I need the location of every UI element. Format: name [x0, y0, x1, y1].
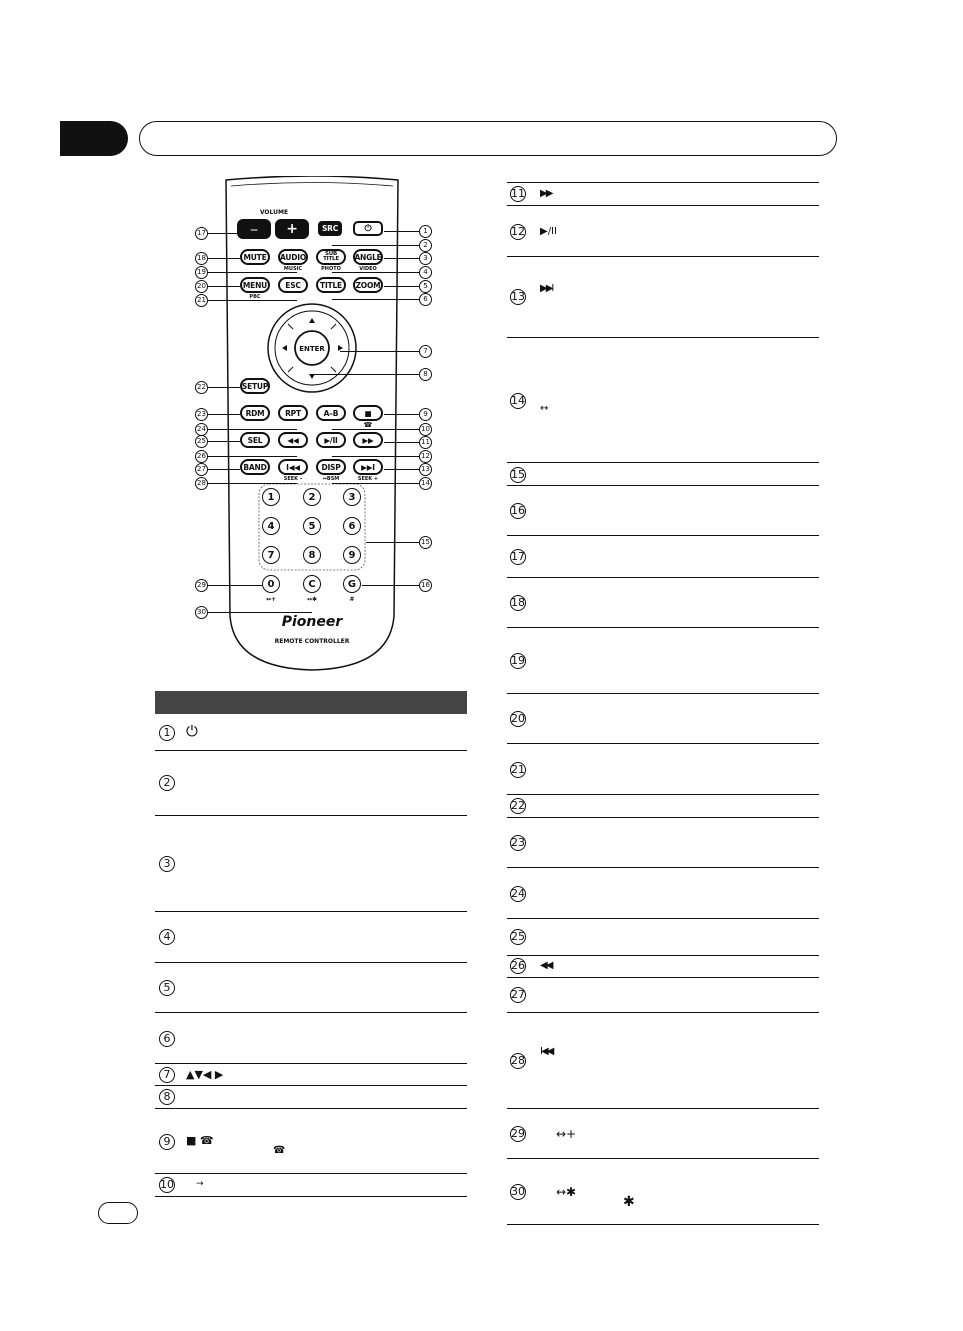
seek-minus-sublabel: SEEK – [283, 476, 303, 482]
rewind-button[interactable]: ◀◀ [278, 432, 308, 448]
leader-line [206, 258, 240, 259]
sel-button[interactable]: SEL [240, 432, 270, 448]
callout-29: 29 [195, 579, 208, 592]
stop-button[interactable]: ■ [353, 405, 383, 421]
rpt-button[interactable]: RPT [278, 405, 308, 421]
leader-line [362, 585, 419, 586]
callout-9: 9 [419, 408, 432, 421]
power-icon: ⏻ [186, 722, 198, 740]
leader-line [384, 442, 419, 443]
leader-line [206, 483, 297, 484]
previous-track-button[interactable]: I◀◀ [278, 459, 308, 475]
row-divider [507, 817, 819, 818]
audio-button[interactable]: AUDIO [278, 249, 308, 265]
left-row-number: 5 [159, 980, 175, 996]
c-sublabel: ↔✱ [306, 596, 318, 603]
callout-4: 4 [419, 266, 432, 279]
setup-button[interactable]: SETUP [240, 378, 270, 394]
right-row-number: 14 [511, 394, 525, 407]
page-number-tab [98, 1202, 138, 1224]
photo-sublabel: PHOTO [321, 266, 341, 272]
leader-line [206, 429, 297, 430]
callout-18: 18 [195, 252, 208, 265]
leader-line [332, 429, 419, 430]
right-row-number: 27 [511, 988, 525, 1001]
leader-line [206, 233, 237, 234]
right-row-number: 30 [511, 1185, 525, 1198]
right-row-number: 16 [511, 504, 525, 517]
row-divider [507, 743, 819, 744]
left-row-number: 10 [160, 1178, 174, 1191]
keypad-9[interactable]: 9 [343, 546, 361, 564]
keypad-2[interactable]: 2 [303, 488, 321, 506]
row-divider [507, 977, 819, 978]
row-divider [507, 693, 819, 694]
leader-line [312, 374, 419, 375]
keypad-g[interactable]: G [343, 575, 361, 593]
row-divider [507, 867, 819, 868]
menu-button[interactable]: MENU [240, 277, 270, 293]
keypad-7[interactable]: 7 [262, 546, 280, 564]
pbc-sublabel: PBC [249, 294, 261, 300]
volume-label: VOLUME [259, 209, 289, 216]
leader-line [206, 300, 297, 301]
leader-line [206, 414, 240, 415]
row-divider [507, 627, 819, 628]
remote-control-illustration [222, 176, 402, 671]
callout-30: 30 [195, 606, 208, 619]
row-divider [155, 750, 467, 751]
callout-26: 26 [195, 450, 208, 463]
leader-line [332, 299, 419, 300]
leader-line [206, 585, 262, 586]
right-row-number: 20 [511, 712, 525, 725]
callout-2: 2 [419, 239, 432, 252]
leader-line [206, 286, 240, 287]
rdm-button[interactable]: RDM [240, 405, 270, 421]
right-row-number: 21 [511, 763, 525, 776]
volume-down-button[interactable]: — [237, 219, 271, 239]
row-divider [507, 577, 819, 578]
row-divider [507, 485, 819, 486]
callout-12: 12 [419, 450, 432, 463]
right-row-number: 11 [511, 187, 525, 200]
ab-button[interactable]: A–B [316, 405, 346, 421]
leader-line [206, 387, 240, 388]
g-sublabel: # [349, 596, 355, 603]
right-row-number: 26 [511, 959, 525, 972]
callout-20: 20 [195, 280, 208, 293]
row-divider [155, 1108, 467, 1109]
phone-sublabel: ☎ [363, 421, 373, 429]
row-divider [155, 1063, 467, 1064]
band-button[interactable]: BAND [240, 459, 270, 475]
callout-11: 11 [419, 436, 432, 449]
callout-17: 17 [195, 227, 208, 240]
callout-19: 19 [195, 266, 208, 279]
arrow-right-icon: → [196, 1179, 204, 1189]
row-divider [507, 182, 819, 183]
remote-controller-label: REMOTE CONTROLLER [274, 638, 350, 645]
leader-line [206, 456, 297, 457]
leader-line [206, 612, 312, 613]
power-button[interactable]: ⏻ [353, 221, 383, 236]
keypad-0[interactable]: 0 [262, 575, 280, 593]
swap-plus-icon: ↔+ [556, 1127, 577, 1141]
right-row-number: 19 [511, 654, 525, 667]
row-divider [507, 256, 819, 257]
row-divider [507, 337, 819, 338]
asterisk-icon: ✱ [623, 1194, 635, 1210]
play-pause-icon: ▶/II [540, 226, 557, 237]
callout-14: 14 [419, 477, 432, 490]
fast-forward-button[interactable]: ▶▶ [353, 432, 383, 448]
right-row-number: 18 [511, 596, 525, 609]
row-divider [507, 535, 819, 536]
callout-23: 23 [195, 408, 208, 421]
callout-5: 5 [419, 280, 432, 293]
right-row-number: 13 [511, 290, 525, 303]
row-divider [155, 1012, 467, 1013]
right-row-number: 23 [511, 836, 525, 849]
callout-1: 1 [419, 225, 432, 238]
right-row-number: 28 [511, 1054, 525, 1067]
callout-22: 22 [195, 381, 208, 394]
enter-button-label[interactable]: ENTER [299, 345, 325, 353]
subtitle-button[interactable]: SUB TITLE [316, 249, 346, 265]
fast-forward-icon: ▶▶ [540, 188, 552, 199]
callout-8: 8 [419, 368, 432, 381]
right-row-number: 22 [511, 799, 525, 812]
pioneer-logo: Pioneer [281, 614, 343, 630]
phone-icon: ☎ [273, 1145, 286, 1156]
next-track-icon: ▶▶I [540, 283, 553, 294]
row-divider [507, 462, 819, 463]
music-sublabel: MUSIC [283, 266, 303, 272]
leader-line [340, 351, 419, 352]
section-header-bar [139, 121, 837, 156]
leader-line [332, 245, 419, 246]
leader-line [206, 469, 240, 470]
row-divider [155, 1196, 467, 1197]
disp-button[interactable]: DISP [316, 459, 346, 475]
callout-25: 25 [195, 435, 208, 448]
left-row-number: 4 [159, 929, 175, 945]
right-row-number: 17 [511, 550, 525, 563]
leader-line [384, 469, 419, 470]
zoom-button[interactable]: ZOOM [353, 277, 383, 293]
keypad-5[interactable]: 5 [303, 517, 321, 535]
left-row-number: 6 [159, 1031, 175, 1047]
zero-sublabel: ↔+ [265, 596, 277, 603]
right-row-number: 25 [511, 930, 525, 943]
left-row-number: 7 [159, 1067, 175, 1083]
left-row-number: 1 [159, 725, 175, 741]
row-divider [155, 911, 467, 912]
next-track-button[interactable]: ▶▶I [353, 459, 383, 475]
keypad-1[interactable]: 1 [262, 488, 280, 506]
leader-line [332, 483, 419, 484]
leader-line [366, 542, 419, 543]
callout-24: 24 [195, 423, 208, 436]
arrow-keys-icon: ▲▼◀ ▶ [186, 1068, 224, 1081]
row-divider [507, 1108, 819, 1109]
stop-phone-icon: ■ ☎ [186, 1134, 214, 1147]
callout-15: 15 [419, 536, 432, 549]
leader-line [384, 286, 419, 287]
left-row-number: 3 [159, 856, 175, 872]
rewind-icon: ◀◀ [540, 960, 552, 971]
left-table-header [155, 691, 467, 714]
right-row-number: 12 [511, 225, 525, 238]
keypad-6[interactable]: 6 [343, 517, 361, 535]
left-row-number: 9 [159, 1134, 175, 1150]
leader-line [206, 272, 297, 273]
keypad-c[interactable]: C [303, 575, 321, 593]
row-divider [155, 962, 467, 963]
angle-button[interactable]: ANGLE [353, 249, 383, 265]
volume-up-button[interactable]: + [275, 219, 309, 239]
callout-21: 21 [195, 294, 208, 307]
right-row-number: 15 [511, 468, 525, 481]
right-row-number: 29 [511, 1127, 525, 1140]
leader-line [384, 231, 419, 232]
callout-6: 6 [419, 293, 432, 306]
keypad-8[interactable]: 8 [303, 546, 321, 564]
row-divider [155, 1173, 467, 1174]
right-row-number: 24 [511, 887, 525, 900]
row-divider [507, 1224, 819, 1225]
mute-button[interactable]: MUTE [240, 249, 270, 265]
esc-button[interactable]: ESC [278, 277, 308, 293]
row-divider [507, 1012, 819, 1013]
leader-line [332, 272, 419, 273]
swap-arrow-icon: ↔ [540, 403, 549, 414]
seek-plus-sublabel: SEEK + [357, 476, 379, 482]
callout-3: 3 [419, 252, 432, 265]
title-button[interactable]: TITLE [316, 277, 346, 293]
leader-line [384, 258, 419, 259]
leader-line [206, 441, 240, 442]
keypad-4[interactable]: 4 [262, 517, 280, 535]
leader-line [332, 456, 419, 457]
row-divider [507, 1158, 819, 1159]
section-tab-block [60, 121, 128, 156]
play-pause-button[interactable]: ▶/II [316, 432, 346, 448]
video-sublabel: VIDEO [359, 266, 377, 272]
bsm-sublabel: ↔BSM [322, 476, 340, 482]
row-divider [507, 918, 819, 919]
src-button[interactable]: SRC [318, 221, 342, 236]
callout-27: 27 [195, 463, 208, 476]
callout-13: 13 [419, 463, 432, 476]
row-divider [155, 815, 467, 816]
row-divider [507, 794, 819, 795]
row-divider [155, 1085, 467, 1086]
leader-line [384, 414, 419, 415]
callout-10: 10 [419, 423, 432, 436]
keypad-3[interactable]: 3 [343, 488, 361, 506]
callout-28: 28 [195, 477, 208, 490]
row-divider [507, 955, 819, 956]
previous-track-icon: I◀◀ [540, 1046, 553, 1057]
row-divider [507, 205, 819, 206]
swap-asterisk-icon: ↔✱ [556, 1185, 577, 1199]
callout-7: 7 [419, 345, 432, 358]
left-row-number: 2 [159, 775, 175, 791]
left-row-number: 8 [159, 1089, 175, 1105]
callout-16: 16 [419, 579, 432, 592]
